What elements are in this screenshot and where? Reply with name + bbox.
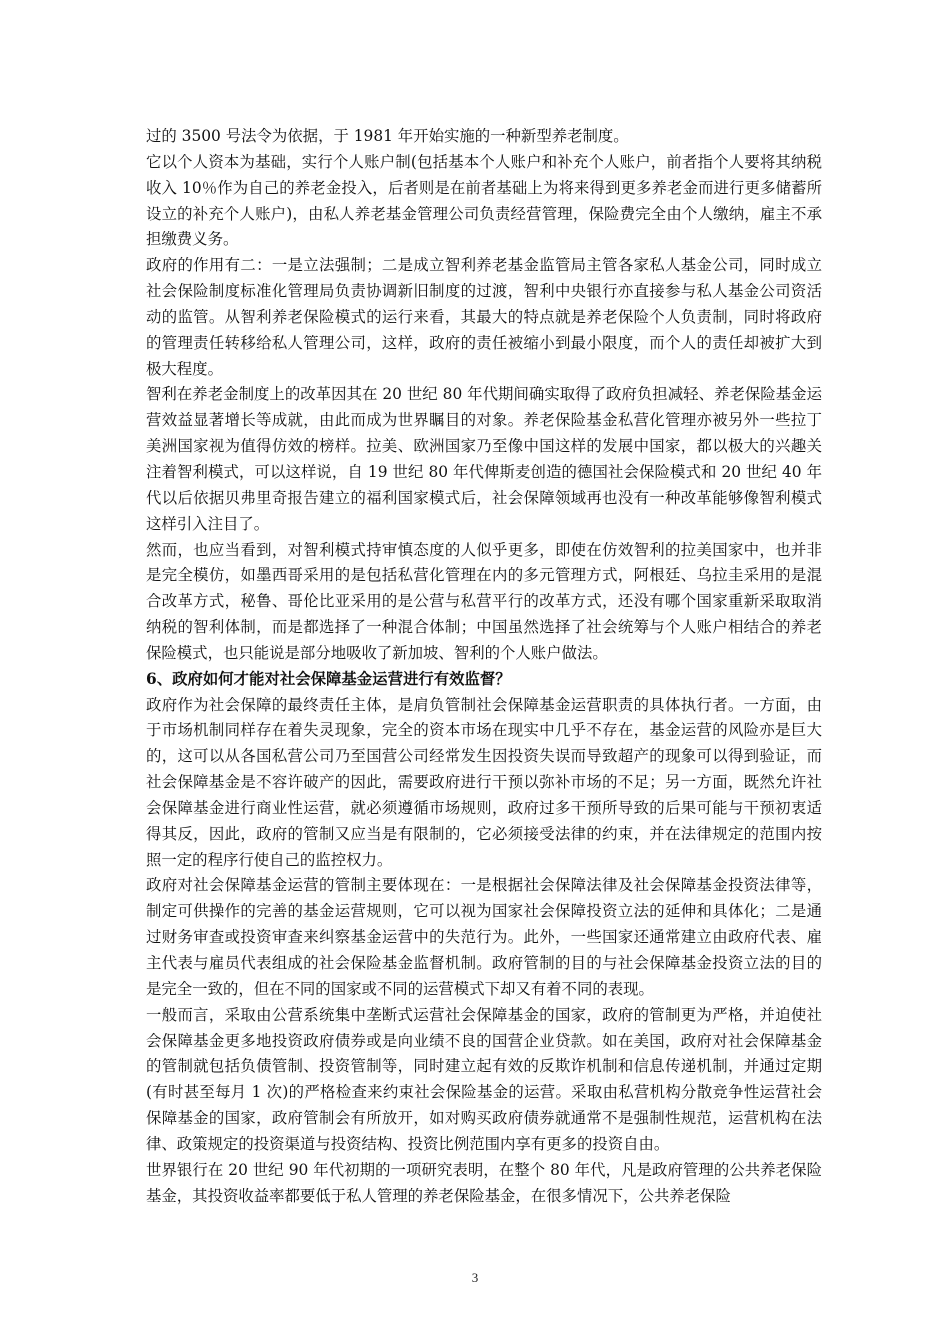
body-paragraph: 政府的作用有二：一是立法强制；二是成立智利养老基金监管局主管各家私人基金公司，同时成立社会保险制度标准化管理局负责协调新旧制度的过渡，智利中央银行亦直接参与私人基金公司资活动的监管。从智利养老保险模式的运行来看，其最大的特点就是养老保险个人负责制，同时将政府的管理责任转移给私人管理公司，这样，政府的责任被缩小到最小限度，而个人的责任却被扩大到极大程度。 [146, 256, 822, 378]
body-paragraph: 然而，也应当看到，对智利模式持审慎态度的人似乎更多，即使在仿效智利的拉美国家中，也并非是完全模仿，如墨西哥采用的是包括私营化管理在内的多元管理方式，阿根廷、乌拉圭采用的是混合改革方式，秘鲁、哥伦比亚采用的是公营与私营平行的改革方式，还没有哪个国家重新采取取消纳税的智利体制，而是都选择了一种混合体制；中国虽然选择了社会统筹与个人账户相结合的养老保险模式，也只能说是部分地吸收了新加坡、智利的个人账户做法。 [146, 540, 822, 662]
body-paragraph: 智利在养老金制度上的改革因其在 20 世纪 80 年代期间确实取得了政府负担减轻、养老保险基金运营效益显著增长等成就，由此而成为世界瞩目的对象。养老保险基金私营化管理亦被另外一些拉丁美洲国家视为值得仿效的榜样。拉美、欧洲国家乃至像中国这样的发展中国家，都以极大的兴趣关注着智利模式，可以这样说，自 19 世纪 80 年代俾斯麦创造的德国社会保险模式和 20 世纪 40 年代以后依据贝弗里奇报告建立的福利国家模式后，社会保障领域再也没有一种改革能够像智利模式这样引入注目了。 [146, 385, 822, 533]
body-paragraph: 它以个人资本为基础，实行个人账户制(包括基本个人账户和补充个人账户，前者指个人要将其纳税收入 10％作为自己的养老金投入，后者则是在前者基础上为将来得到更多养老金而进行更多储蓄所设立的补充个人账户)，由私人养老基金管理公司负责经营管理，保险费完全由个人缴纳，雇主不承担缴费义务。 [146, 152, 822, 249]
body-paragraph: 政府作为社会保障的最终责任主体，是肩负管制社会保障基金运营职责的具体执行者。一方面，由于市场机制同样存在着失灵现象，完全的资本市场在现实中几乎不存在，基金运营的风险亦是巨大的，这可以从各国私营公司乃至国营公司经常发生因投资失误而导致超产的现象可以得到验证，而社会保障基金是不容许破产的因此，需要政府进行干预以弥补市场的不足；另一方面，既然允许社会保障基金进行商业性运营，就必须遵循市场规则，政府过多干预所导致的后果可能与干预初衷适得其反，因此，政府的管制又应当是有限制的，它必须接受法律的约束，并在法律规定的范围内按照一定的程序行使自己的监控权力。 [146, 695, 822, 869]
page-number: 3 [471, 1270, 479, 1285]
document-body [146, 124, 822, 1209]
body-paragraph: 世界银行在 20 世纪 90 年代初期的一项研究表明，在整个 80 年代，凡是政府管理的公共养老保险基金，其投资收益率都要低于私人管理的养老保险基金，在很多情况下，公共养老保险 [146, 1160, 822, 1205]
section-heading: 6、政府如何才能对社会保障基金运营进行有效监督？ [146, 669, 511, 688]
body-paragraph: 政府对社会保障基金运营的管制主要体现在：一是根据社会保障法律及社会保障基金投资法律等，制定可供操作的完善的基金运营规则，它可以视为国家社会保障投资立法的延伸和具体化；二是通过财务审查或投资审查来纠察基金运营中的失范行为。此外，一些国家还通常建立由政府代表、雇主代表与雇员代表组成的社会保险基金监督机制。政府管制的目的与社会保障基金投资立法的目的是完全一致的，但在不同的国家或不同的运营模式下却又有着不同的表现。 [146, 876, 822, 998]
body-paragraph: 一般而言，采取由公营系统集中垄断式运营社会保障基金的国家，政府的管制更为严格，并迫使社会保障基金更多地投资政府债券或是向业绩不良的国营企业贷款。如在美国，政府对社会保障基金的管制就包括负债管制、投资管制等，同时建立起有效的反欺诈机制和信息传递机制，并通过定期(有时甚至每月 1 次)的严格检查来约束社会保险基金的运营。采取由私营机构分散竞争性运营社会保障基金的国家，政府管制会有所放开，如对购买政府债券就通常不是强制性规范，运营机构在法律、政策规定的投资渠道与投资结构、投资比例范围内享有更多的投资自由。 [146, 1005, 822, 1153]
body-paragraph: 过的 3500 号法令为依据，于 1981 年开始实施的一种新型养老制度。 [146, 127, 629, 145]
